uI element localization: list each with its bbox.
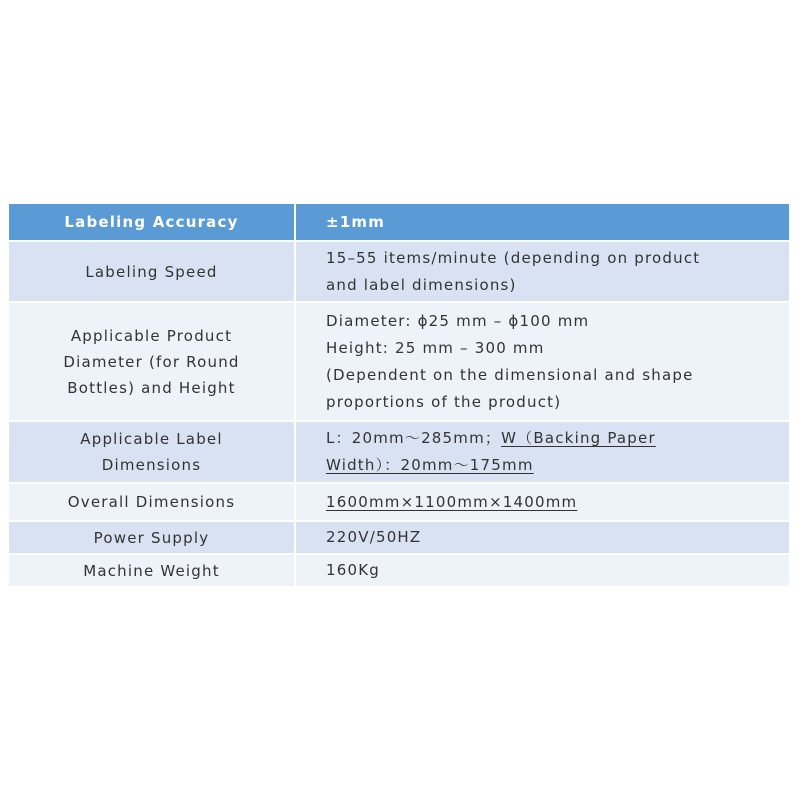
- value-underlined: 1600mm×1100mm×1400mm: [326, 492, 578, 511]
- header-value: ±1mm: [295, 204, 789, 241]
- value-line: 15–55 items/minute (depending on product: [326, 248, 701, 267]
- value-line: proportions of the product): [326, 392, 562, 411]
- table-row: [9, 521, 789, 554]
- row-label-power-supply: Power Supply: [9, 521, 295, 554]
- table-row: [9, 302, 789, 421]
- value-line: Height: 25 mm – 300 mm: [326, 338, 545, 357]
- table-row: [9, 241, 789, 302]
- row-value-labeling-speed: [295, 241, 789, 302]
- table-row: [9, 483, 789, 521]
- row-value-machine-weight: 160Kg: [295, 554, 789, 587]
- row-value-label-dimensions: [295, 421, 789, 483]
- value-line: Diameter: ϕ25 mm – ϕ100 mm: [326, 311, 590, 330]
- row-value-product-diameter: [295, 302, 789, 421]
- table-row: [9, 421, 789, 483]
- value-line: and label dimensions): [326, 275, 517, 294]
- row-value-overall-dimensions: [295, 483, 789, 521]
- row-value-power-supply: 220V/50HZ: [295, 521, 789, 554]
- row-label-labeling-speed: Labeling Speed: [9, 241, 295, 302]
- header-label: Labeling Accuracy: [9, 204, 295, 241]
- row-label-product-diameter: Applicable Product Diameter (for Round Bottles) and Height: [9, 302, 295, 421]
- table-header-row: [9, 204, 789, 241]
- value-line: (Dependent on the dimensional and shape: [326, 365, 694, 384]
- table-row: [9, 554, 789, 587]
- row-label-label-dimensions: Applicable Label Dimensions: [9, 421, 295, 483]
- value-underlined: W（Backing Paper: [501, 429, 656, 447]
- specifications-table: [9, 204, 789, 588]
- row-label-machine-weight: Machine Weight: [9, 554, 295, 587]
- value-plain: L：20mm～285mm；: [326, 429, 502, 447]
- value-line: [326, 425, 769, 452]
- value-underlined: Width）：20mm～175mm: [326, 456, 534, 474]
- row-label-overall-dimensions: Overall Dimensions: [9, 483, 295, 521]
